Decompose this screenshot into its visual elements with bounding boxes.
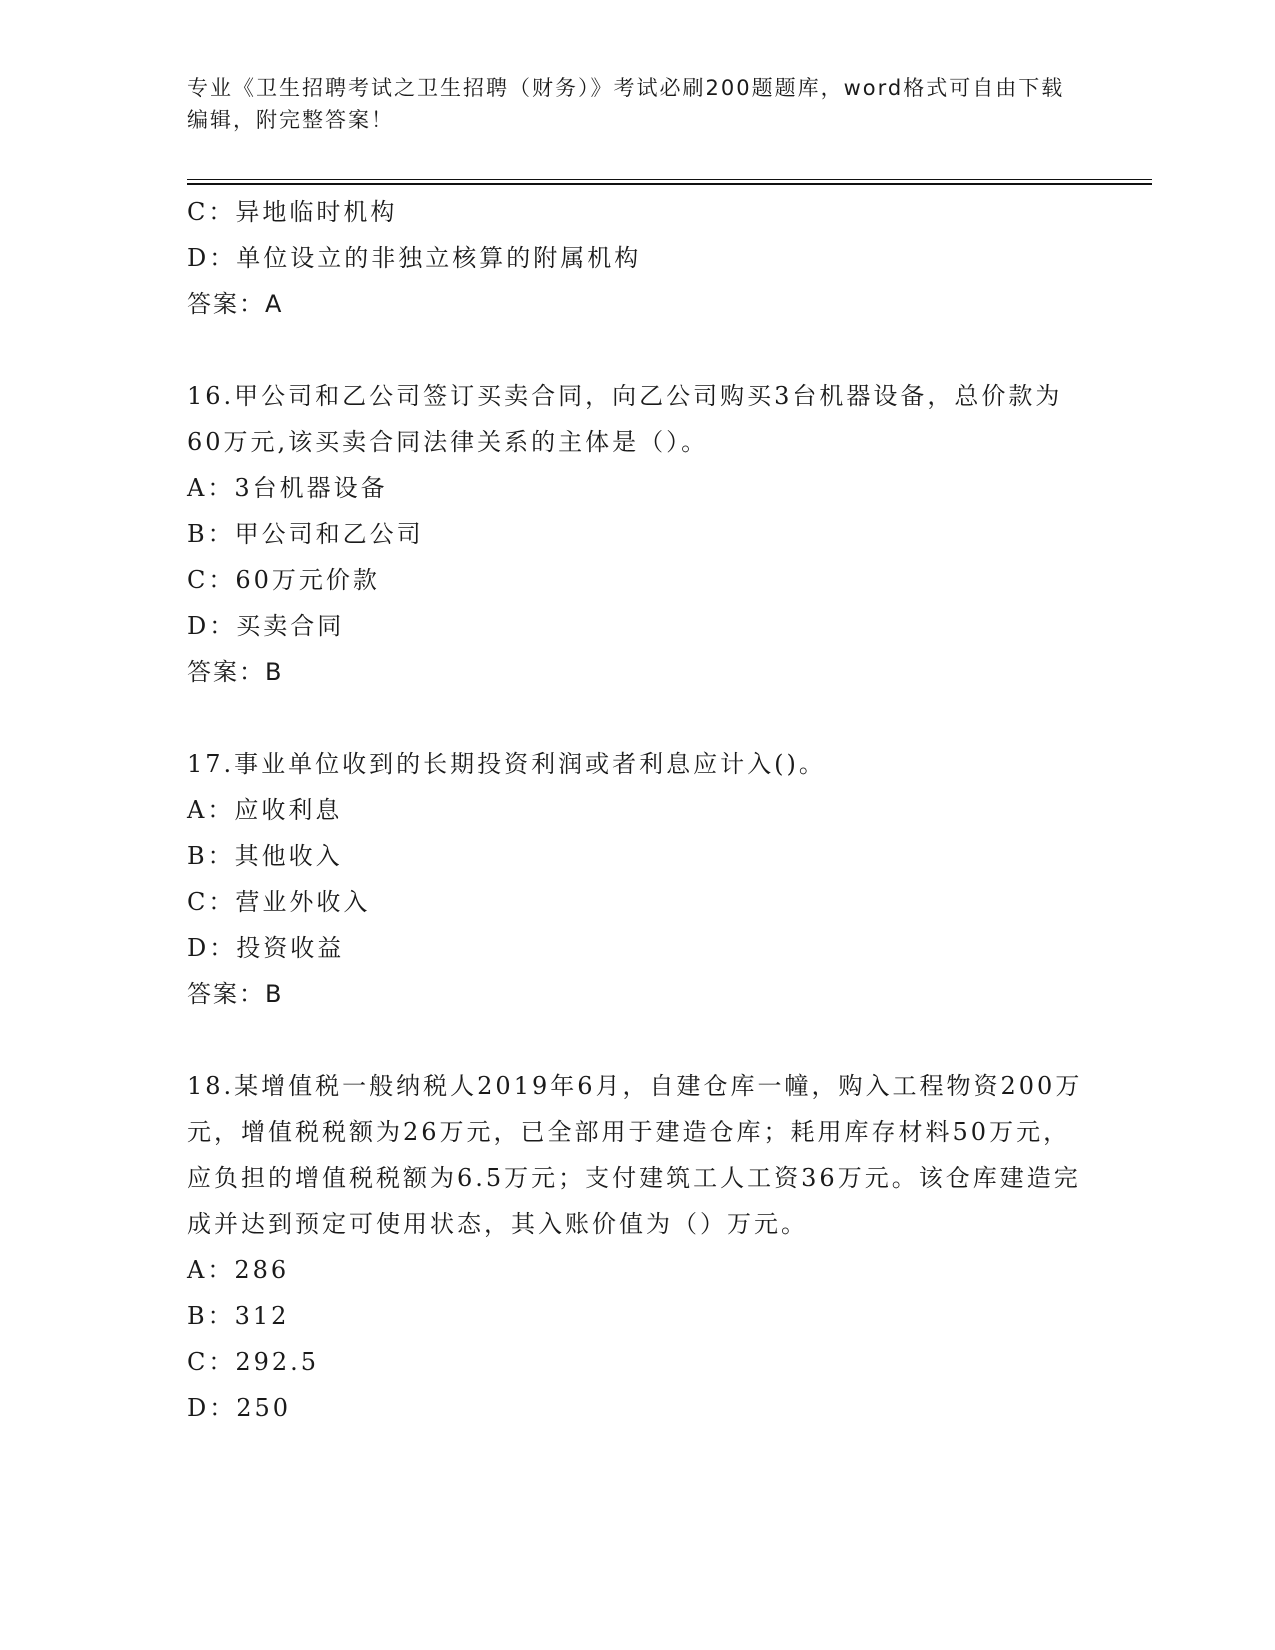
question-list: [187, 189, 1087, 1431]
option-b: B：312: [187, 1302, 290, 1330]
spacer: [187, 327, 1087, 373]
option-c: C：292.5: [187, 1348, 320, 1376]
header-divider-thick: [187, 183, 1152, 185]
question-16: [187, 373, 1087, 695]
question-17: [187, 741, 1087, 1017]
option-c: C：60万元价款: [187, 566, 380, 594]
option-a: A：应收利息: [187, 796, 343, 824]
spacer: [187, 695, 1087, 741]
option-c: C：营业外收入: [187, 888, 371, 916]
option-b: B：甲公司和乙公司: [187, 520, 424, 548]
option-d: D：买卖合同: [187, 612, 345, 640]
option-d: D：单位设立的非独立核算的附属机构: [187, 244, 642, 272]
question-stem: 17.事业单位收到的长期投资利润或者利息应计入()。: [187, 750, 826, 778]
question-stem: 16.甲公司和乙公司签订买卖合同，向乙公司购买3台机器设备，总价款为60万元,该买卖合同法律关系的主体是（）。: [187, 382, 1063, 456]
option-a: A：286: [187, 1256, 290, 1284]
option-d: D：投资收益: [187, 934, 345, 962]
header-divider-thin: [187, 179, 1152, 180]
question-18: [187, 1063, 1087, 1431]
option-a: A：3台机器设备: [187, 474, 388, 502]
spacer: [187, 1017, 1087, 1063]
answer-line: 答案：B: [187, 658, 284, 686]
question-15-tail: [187, 189, 1087, 327]
question-stem: 18.某增值税一般纳税人2019年6月，自建仓库一幢，购入工程物资200万元，增值税税额为26万元，已全部用于建造仓库；耗用库存材料50万元，应负担的增值税税额为6.5万元；支付建筑工人工资36万元。该仓库建造完成并达到预定可使用状态，其入账价值为（）万元。: [187, 1072, 1083, 1238]
answer-line: 答案：A: [187, 290, 284, 318]
option-d: D：250: [187, 1394, 292, 1422]
answer-line: 答案：B: [187, 980, 284, 1008]
option-b: B：其他收入: [187, 842, 343, 870]
document-header: 专业《卫生招聘考试之卫生招聘（财务）》考试必刷200题题库，word格式可自由下载编辑，附完整答案！: [187, 76, 1065, 132]
option-c: C：异地临时机构: [187, 198, 398, 226]
